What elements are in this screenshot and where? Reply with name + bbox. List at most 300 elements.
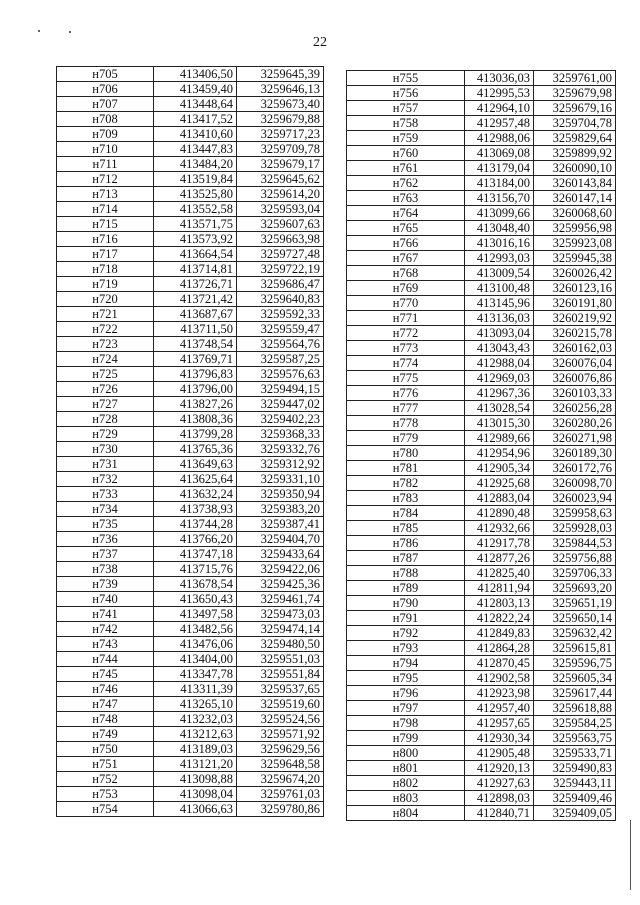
- y-coordinate-cell: 3259618,88: [534, 701, 616, 716]
- point-id-cell: н731: [57, 457, 154, 472]
- table-row: [57, 262, 324, 277]
- x-coordinate-cell: 413015,30: [465, 416, 534, 431]
- point-id-cell: н794: [347, 656, 465, 671]
- x-coordinate-cell: 412890,48: [465, 506, 534, 521]
- x-coordinate-cell: 413715,76: [154, 562, 237, 577]
- point-id-cell: н726: [57, 382, 154, 397]
- y-coordinate-cell: 3259722,19: [237, 262, 324, 277]
- scan-speck: [69, 31, 71, 33]
- point-id-cell: н772: [347, 326, 465, 341]
- x-coordinate-cell: 412927,63: [465, 776, 534, 791]
- x-coordinate-cell: 412993,03: [465, 251, 534, 266]
- x-coordinate-cell: 413766,20: [154, 532, 237, 547]
- y-coordinate-cell: 3259679,17: [237, 157, 324, 172]
- point-id-cell: н743: [57, 637, 154, 652]
- y-coordinate-cell: 3259928,03: [534, 521, 616, 536]
- point-id-cell: н762: [347, 176, 465, 191]
- x-coordinate-cell: 412957,48: [465, 116, 534, 131]
- point-id-cell: н765: [347, 221, 465, 236]
- table-row: [57, 697, 324, 712]
- table-row: [57, 682, 324, 697]
- table-row: [57, 352, 324, 367]
- y-coordinate-cell: 3259704,78: [534, 116, 616, 131]
- point-id-cell: н785: [347, 521, 465, 536]
- y-coordinate-cell: 3259761,03: [237, 787, 324, 802]
- table-row: [347, 701, 616, 716]
- point-id-cell: н771: [347, 311, 465, 326]
- x-coordinate-cell: 413625,64: [154, 472, 237, 487]
- y-coordinate-cell: 3259332,76: [237, 442, 324, 457]
- x-coordinate-cell: 412803,13: [465, 596, 534, 611]
- y-coordinate-cell: 3260068,60: [534, 206, 616, 221]
- table-row: [347, 626, 616, 641]
- x-coordinate-cell: 412917,78: [465, 536, 534, 551]
- x-coordinate-cell: 413136,03: [465, 311, 534, 326]
- point-id-cell: н730: [57, 442, 154, 457]
- point-id-cell: н778: [347, 416, 465, 431]
- x-coordinate-cell: 413769,71: [154, 352, 237, 367]
- y-coordinate-cell: 3260026,42: [534, 266, 616, 281]
- y-coordinate-cell: 3259679,98: [534, 86, 616, 101]
- y-coordinate-cell: 3259409,46: [534, 791, 616, 806]
- table-row: [347, 656, 616, 671]
- table-row: [347, 566, 616, 581]
- point-id-cell: н720: [57, 292, 154, 307]
- y-coordinate-cell: 3259559,47: [237, 322, 324, 337]
- x-coordinate-cell: 412825,40: [465, 566, 534, 581]
- x-coordinate-cell: 413404,00: [154, 652, 237, 667]
- x-coordinate-cell: 413048,40: [465, 221, 534, 236]
- table-row: [347, 761, 616, 776]
- y-coordinate-cell: 3260076,04: [534, 356, 616, 371]
- x-coordinate-cell: 413571,75: [154, 217, 237, 232]
- x-coordinate-cell: 413098,04: [154, 787, 237, 802]
- table-row: [347, 281, 616, 296]
- table-row: [57, 232, 324, 247]
- table-row: [57, 277, 324, 292]
- x-coordinate-cell: 413482,56: [154, 622, 237, 637]
- table-row: [57, 427, 324, 442]
- x-coordinate-cell: 413721,42: [154, 292, 237, 307]
- y-coordinate-cell: 3260123,16: [534, 281, 616, 296]
- point-id-cell: н747: [57, 697, 154, 712]
- x-coordinate-cell: 413726,71: [154, 277, 237, 292]
- point-id-cell: н752: [57, 772, 154, 787]
- x-coordinate-cell: 412989,66: [465, 431, 534, 446]
- table-row: [347, 431, 616, 446]
- x-coordinate-cell: 413179,04: [465, 161, 534, 176]
- x-coordinate-cell: 413347,78: [154, 667, 237, 682]
- table-row: [347, 581, 616, 596]
- point-id-cell: н803: [347, 791, 465, 806]
- point-id-cell: н729: [57, 427, 154, 442]
- x-coordinate-cell: 413043,43: [465, 341, 534, 356]
- table-row: [57, 772, 324, 787]
- point-id-cell: н739: [57, 577, 154, 592]
- table-row: [347, 326, 616, 341]
- y-coordinate-cell: 3259829,64: [534, 131, 616, 146]
- y-coordinate-cell: 3260189,30: [534, 446, 616, 461]
- point-id-cell: н777: [347, 401, 465, 416]
- coordinates-table-right: [346, 70, 616, 821]
- point-id-cell: н725: [57, 367, 154, 382]
- table-row: [57, 802, 324, 817]
- y-coordinate-cell: 3259679,16: [534, 101, 616, 116]
- table-row: [57, 622, 324, 637]
- y-coordinate-cell: 3259461,74: [237, 592, 324, 607]
- table-row: [347, 491, 616, 506]
- x-coordinate-cell: 412898,03: [465, 791, 534, 806]
- y-coordinate-cell: 3259473,03: [237, 607, 324, 622]
- point-id-cell: н738: [57, 562, 154, 577]
- y-coordinate-cell: 3259632,42: [534, 626, 616, 641]
- point-id-cell: н775: [347, 371, 465, 386]
- x-coordinate-cell: 412849,83: [465, 626, 534, 641]
- x-coordinate-cell: 413265,10: [154, 697, 237, 712]
- point-id-cell: н800: [347, 746, 465, 761]
- x-coordinate-cell: 412925,68: [465, 476, 534, 491]
- point-id-cell: н790: [347, 596, 465, 611]
- x-coordinate-cell: 413525,80: [154, 187, 237, 202]
- x-coordinate-cell: 413796,83: [154, 367, 237, 382]
- x-coordinate-cell: 413093,04: [465, 326, 534, 341]
- table-row: [57, 637, 324, 652]
- y-coordinate-cell: 3259584,25: [534, 716, 616, 731]
- y-coordinate-cell: 3259605,34: [534, 671, 616, 686]
- point-id-cell: н756: [347, 86, 465, 101]
- table-row: [347, 161, 616, 176]
- y-coordinate-cell: 3259474,14: [237, 622, 324, 637]
- point-id-cell: н788: [347, 566, 465, 581]
- table-row: [57, 367, 324, 382]
- point-id-cell: н797: [347, 701, 465, 716]
- y-coordinate-cell: 3259629,56: [237, 742, 324, 757]
- x-coordinate-cell: 413714,81: [154, 262, 237, 277]
- point-id-cell: н758: [347, 116, 465, 131]
- y-coordinate-cell: 3259717,23: [237, 127, 324, 142]
- table-row: [57, 157, 324, 172]
- point-id-cell: н734: [57, 502, 154, 517]
- x-coordinate-cell: 413808,36: [154, 412, 237, 427]
- y-coordinate-cell: 3259663,98: [237, 232, 324, 247]
- table-row: [347, 311, 616, 326]
- table-row: [347, 506, 616, 521]
- y-coordinate-cell: 3259587,25: [237, 352, 324, 367]
- y-coordinate-cell: 3259673,40: [237, 97, 324, 112]
- point-id-cell: н722: [57, 322, 154, 337]
- point-id-cell: н710: [57, 142, 154, 157]
- page-number: 22: [313, 35, 327, 50]
- y-coordinate-cell: 3259524,56: [237, 712, 324, 727]
- scan-edge-line: [630, 820, 631, 890]
- point-id-cell: н740: [57, 592, 154, 607]
- y-coordinate-cell: 3259564,76: [237, 337, 324, 352]
- table-row: [347, 806, 616, 821]
- x-coordinate-cell: 413417,52: [154, 112, 237, 127]
- x-coordinate-cell: 413036,03: [465, 71, 534, 86]
- x-coordinate-cell: 413016,16: [465, 236, 534, 251]
- table-row: [347, 476, 616, 491]
- table-row: [57, 577, 324, 592]
- y-coordinate-cell: 3259709,78: [237, 142, 324, 157]
- table-row: [347, 596, 616, 611]
- table-row: [57, 292, 324, 307]
- table-row: [57, 412, 324, 427]
- table-row: [57, 112, 324, 127]
- y-coordinate-cell: 3260090,10: [534, 161, 616, 176]
- point-id-cell: н791: [347, 611, 465, 626]
- y-coordinate-cell: 3260191,80: [534, 296, 616, 311]
- table-row: [347, 191, 616, 206]
- point-id-cell: н717: [57, 247, 154, 262]
- y-coordinate-cell: 3260147,14: [534, 191, 616, 206]
- x-coordinate-cell: 413519,84: [154, 172, 237, 187]
- point-id-cell: н774: [347, 356, 465, 371]
- point-id-cell: н789: [347, 581, 465, 596]
- point-id-cell: н746: [57, 682, 154, 697]
- point-id-cell: н781: [347, 461, 465, 476]
- table-row: [57, 97, 324, 112]
- y-coordinate-cell: 3259780,86: [237, 802, 324, 817]
- point-id-cell: н727: [57, 397, 154, 412]
- y-coordinate-cell: 3259596,75: [534, 656, 616, 671]
- y-coordinate-cell: 3259646,13: [237, 82, 324, 97]
- y-coordinate-cell: 3259350,94: [237, 487, 324, 502]
- x-coordinate-cell: 413459,40: [154, 82, 237, 97]
- x-coordinate-cell: 413687,67: [154, 307, 237, 322]
- table-row: [57, 502, 324, 517]
- x-coordinate-cell: 412957,40: [465, 701, 534, 716]
- y-coordinate-cell: 3259923,08: [534, 236, 616, 251]
- x-coordinate-cell: 413189,03: [154, 742, 237, 757]
- x-coordinate-cell: 413098,88: [154, 772, 237, 787]
- x-coordinate-cell: 412902,58: [465, 671, 534, 686]
- table-row: [347, 251, 616, 266]
- x-coordinate-cell: 412920,13: [465, 761, 534, 776]
- x-coordinate-cell: 413009,54: [465, 266, 534, 281]
- y-coordinate-cell: 3259551,84: [237, 667, 324, 682]
- y-coordinate-cell: 3259571,92: [237, 727, 324, 742]
- table-row: [347, 386, 616, 401]
- table-row: [347, 221, 616, 236]
- table-row: [347, 461, 616, 476]
- point-id-cell: н709: [57, 127, 154, 142]
- y-coordinate-cell: 3259387,41: [237, 517, 324, 532]
- y-coordinate-cell: 3259404,70: [237, 532, 324, 547]
- point-id-cell: н719: [57, 277, 154, 292]
- point-id-cell: н754: [57, 802, 154, 817]
- y-coordinate-cell: 3259617,44: [534, 686, 616, 701]
- x-coordinate-cell: 412969,03: [465, 371, 534, 386]
- point-id-cell: н744: [57, 652, 154, 667]
- y-coordinate-cell: 3259443,11: [534, 776, 616, 791]
- table-row: [57, 397, 324, 412]
- y-coordinate-cell: 3259899,92: [534, 146, 616, 161]
- point-id-cell: н707: [57, 97, 154, 112]
- y-coordinate-cell: 3259958,63: [534, 506, 616, 521]
- point-id-cell: н779: [347, 431, 465, 446]
- point-id-cell: н713: [57, 187, 154, 202]
- x-coordinate-cell: 413311,39: [154, 682, 237, 697]
- x-coordinate-cell: 413649,63: [154, 457, 237, 472]
- point-id-cell: н705: [57, 67, 154, 82]
- table-row: [347, 71, 616, 86]
- x-coordinate-cell: 412932,66: [465, 521, 534, 536]
- point-id-cell: н712: [57, 172, 154, 187]
- y-coordinate-cell: 3259706,33: [534, 566, 616, 581]
- point-id-cell: н795: [347, 671, 465, 686]
- point-id-cell: н708: [57, 112, 154, 127]
- y-coordinate-cell: 3260098,70: [534, 476, 616, 491]
- table-row: [347, 446, 616, 461]
- table-row: [347, 416, 616, 431]
- table-row: [57, 547, 324, 562]
- y-coordinate-cell: 3259402,23: [237, 412, 324, 427]
- point-id-cell: н751: [57, 757, 154, 772]
- point-id-cell: н745: [57, 667, 154, 682]
- table-row: [347, 356, 616, 371]
- table-row: [57, 757, 324, 772]
- table-row: [57, 472, 324, 487]
- point-id-cell: н783: [347, 491, 465, 506]
- x-coordinate-cell: 412883,04: [465, 491, 534, 506]
- y-coordinate-cell: 3260103,33: [534, 386, 616, 401]
- table-row: [347, 776, 616, 791]
- x-coordinate-cell: 413632,24: [154, 487, 237, 502]
- x-coordinate-cell: 412864,28: [465, 641, 534, 656]
- x-coordinate-cell: 413156,70: [465, 191, 534, 206]
- y-coordinate-cell: 3259383,20: [237, 502, 324, 517]
- x-coordinate-cell: 413099,66: [465, 206, 534, 221]
- x-coordinate-cell: 412811,94: [465, 581, 534, 596]
- x-coordinate-cell: 413747,18: [154, 547, 237, 562]
- table-row: [57, 517, 324, 532]
- y-coordinate-cell: 3259956,98: [534, 221, 616, 236]
- y-coordinate-cell: 3259537,65: [237, 682, 324, 697]
- table-row: [57, 592, 324, 607]
- table-row: [347, 641, 616, 656]
- y-coordinate-cell: 3260219,92: [534, 311, 616, 326]
- x-coordinate-cell: 413069,08: [465, 146, 534, 161]
- y-coordinate-cell: 3259494,15: [237, 382, 324, 397]
- y-coordinate-cell: 3259576,63: [237, 367, 324, 382]
- x-coordinate-cell: 413796,00: [154, 382, 237, 397]
- table-row: [57, 532, 324, 547]
- point-id-cell: н764: [347, 206, 465, 221]
- point-id-cell: н750: [57, 742, 154, 757]
- x-coordinate-cell: 412870,45: [465, 656, 534, 671]
- point-id-cell: н763: [347, 191, 465, 206]
- point-id-cell: н716: [57, 232, 154, 247]
- table-row: [57, 337, 324, 352]
- table-row: [57, 712, 324, 727]
- table-row: [57, 67, 324, 82]
- y-coordinate-cell: 3259368,33: [237, 427, 324, 442]
- point-id-cell: н724: [57, 352, 154, 367]
- y-coordinate-cell: 3260280,26: [534, 416, 616, 431]
- table-row: [347, 176, 616, 191]
- x-coordinate-cell: 413066,63: [154, 802, 237, 817]
- point-id-cell: н728: [57, 412, 154, 427]
- y-coordinate-cell: 3259727,48: [237, 247, 324, 262]
- y-coordinate-cell: 3259447,02: [237, 397, 324, 412]
- table-row: [57, 382, 324, 397]
- x-coordinate-cell: 412877,26: [465, 551, 534, 566]
- table-row: [347, 206, 616, 221]
- y-coordinate-cell: 3259615,81: [534, 641, 616, 656]
- point-id-cell: н776: [347, 386, 465, 401]
- table-row: [347, 746, 616, 761]
- x-coordinate-cell: 413447,83: [154, 142, 237, 157]
- x-coordinate-cell: 412988,06: [465, 131, 534, 146]
- scan-speck: [38, 30, 40, 32]
- x-coordinate-cell: 412964,10: [465, 101, 534, 116]
- table-row: [57, 742, 324, 757]
- x-coordinate-cell: 412822,24: [465, 611, 534, 626]
- x-coordinate-cell: 412840,71: [465, 806, 534, 821]
- x-coordinate-cell: 413028,54: [465, 401, 534, 416]
- table-row: [347, 131, 616, 146]
- point-id-cell: н796: [347, 686, 465, 701]
- y-coordinate-cell: 3259312,92: [237, 457, 324, 472]
- x-coordinate-cell: 413406,50: [154, 67, 237, 82]
- table-row: [347, 521, 616, 536]
- point-id-cell: н755: [347, 71, 465, 86]
- x-coordinate-cell: 413738,93: [154, 502, 237, 517]
- x-coordinate-cell: 413650,43: [154, 592, 237, 607]
- table-row: [57, 562, 324, 577]
- point-id-cell: н798: [347, 716, 465, 731]
- point-id-cell: н793: [347, 641, 465, 656]
- table-row: [347, 791, 616, 806]
- x-coordinate-cell: 413711,50: [154, 322, 237, 337]
- point-id-cell: н767: [347, 251, 465, 266]
- x-coordinate-cell: 413121,20: [154, 757, 237, 772]
- y-coordinate-cell: 3259563,75: [534, 731, 616, 746]
- y-coordinate-cell: 3259480,50: [237, 637, 324, 652]
- y-coordinate-cell: 3259640,83: [237, 292, 324, 307]
- table-row: [57, 457, 324, 472]
- x-coordinate-cell: 412957,65: [465, 716, 534, 731]
- y-coordinate-cell: 3259551,03: [237, 652, 324, 667]
- table-row: [347, 686, 616, 701]
- y-coordinate-cell: 3259844,53: [534, 536, 616, 551]
- table-row: [347, 86, 616, 101]
- point-id-cell: н773: [347, 341, 465, 356]
- table-row: [57, 202, 324, 217]
- point-id-cell: н721: [57, 307, 154, 322]
- y-coordinate-cell: 3260162,03: [534, 341, 616, 356]
- y-coordinate-cell: 3259433,64: [237, 547, 324, 562]
- x-coordinate-cell: 413145,96: [465, 296, 534, 311]
- point-id-cell: н792: [347, 626, 465, 641]
- table-row: [57, 787, 324, 802]
- x-coordinate-cell: 412930,34: [465, 731, 534, 746]
- table-row: [57, 187, 324, 202]
- y-coordinate-cell: 3259490,83: [534, 761, 616, 776]
- y-coordinate-cell: 3259945,38: [534, 251, 616, 266]
- y-coordinate-cell: 3260215,78: [534, 326, 616, 341]
- x-coordinate-cell: 413678,54: [154, 577, 237, 592]
- point-id-cell: н769: [347, 281, 465, 296]
- x-coordinate-cell: 412988,04: [465, 356, 534, 371]
- table-row: [347, 266, 616, 281]
- table-row: [57, 217, 324, 232]
- table-row: [57, 667, 324, 682]
- point-id-cell: н735: [57, 517, 154, 532]
- point-id-cell: н749: [57, 727, 154, 742]
- x-coordinate-cell: 413573,92: [154, 232, 237, 247]
